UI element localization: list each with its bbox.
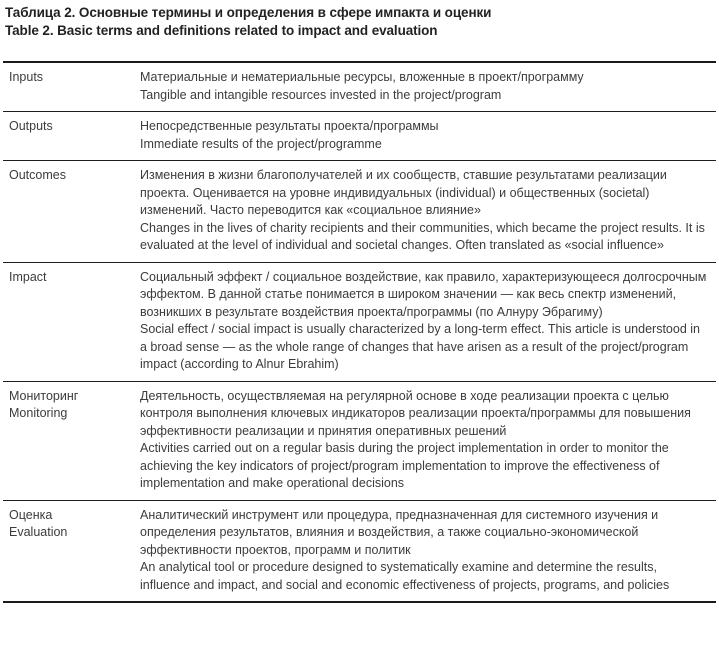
term-line: Impact [9, 269, 47, 284]
definition-paragraph: An analytical tool or procedure designed to systematically examine and determine the results, influence and impact, and social and economic effectiveness of projects, programs, and policies [140, 560, 670, 592]
term-cell [3, 161, 135, 192]
term-cell [3, 63, 135, 94]
definition-paragraph: Tangible and intangible resources invested in the project/program [140, 87, 502, 102]
table-caption [0, 0, 719, 40]
term-line: Evaluation [9, 525, 68, 539]
definition-cell [135, 263, 716, 381]
term-cell [3, 501, 135, 549]
term-line: Inputs [9, 70, 44, 84]
definition-paragraph: Activities carried out on a regular basis during the project implementation in order to monitor the achieving the key indicators of project/program implementation to improve the effectiveness of implementation and make operational decisions [140, 441, 669, 490]
term-line: Мониторинг [9, 388, 79, 403]
definition-paragraph: Непосредственные результаты проекта/программы [140, 119, 439, 133]
term-line: Оценка [9, 507, 53, 522]
definition-cell [135, 501, 716, 602]
definition-paragraph: Социальный эффект / социальное воздействие, как правило, характеризующееся долгосрочным эффектом. В данной статье понимается в широком значении — как весь спектр изменений, возникших в результате воздействия проекта/программы (по Алнуру Эбрагиму) [140, 269, 707, 319]
term-cell [3, 382, 135, 430]
term-cell [3, 263, 135, 294]
table-row [3, 112, 716, 161]
definition-paragraph: Изменения в жизни благополучателей и их сообществ, ставшие результатами реализации проекта. Оценивается на уровне индивидуальных (individual) и общественных (societal) изменений. Часто переводится как «социальное влияние» [140, 168, 667, 217]
definition-paragraph: Changes in the lives of charity recipients and their communities, which became the project results. It is evaluated at the level of individual and societal changes. Often translated as «social influence» [140, 220, 705, 252]
definition-paragraph: Immediate results of the project/programme [140, 136, 382, 151]
definition-paragraph: Аналитический инструмент или процедура, предназначенная для системного изучения и определения результатов, влияния и воздействия, а также социально-экономической эффективности проектов, программ и политик [140, 507, 659, 557]
table-row [3, 63, 716, 112]
table-caption-russian: Таблица 2. Основные термины и определения в сфере импакта и оценки [5, 5, 492, 20]
definition-paragraph: Social effect / social impact is usually characterized by a long-term effect. This article is understood in a broad sense — as the whole range of changes that have arisen as a result of the project/program impact (according to Alnur Ebrahim) [140, 322, 700, 371]
term-line: Outcomes [9, 168, 66, 182]
table-row [3, 501, 716, 602]
definition-cell [135, 382, 716, 500]
term-line: Monitoring [9, 406, 68, 420]
definition-paragraph: Деятельность, осуществляемая на регулярной основе в ходе реализации проекта с целью контроля выполнения ключевых индикаторов реализации проекта/программы для повышения эффективности реализации и принятия оперативных решений [140, 388, 691, 438]
table-row [3, 382, 716, 501]
term-line: Outputs [9, 119, 53, 133]
definition-cell [135, 63, 716, 111]
term-cell [3, 112, 135, 143]
table-row [3, 161, 716, 263]
table-row [3, 263, 716, 382]
definition-paragraph: Материальные и нематериальные ресурсы, вложенные в проект/программу [140, 70, 584, 84]
terms-definitions-table [3, 61, 716, 603]
definition-cell [135, 112, 716, 160]
table-caption-english: Table 2. Basic terms and definitions related to impact and evaluation [5, 23, 438, 38]
definition-cell [135, 161, 716, 262]
